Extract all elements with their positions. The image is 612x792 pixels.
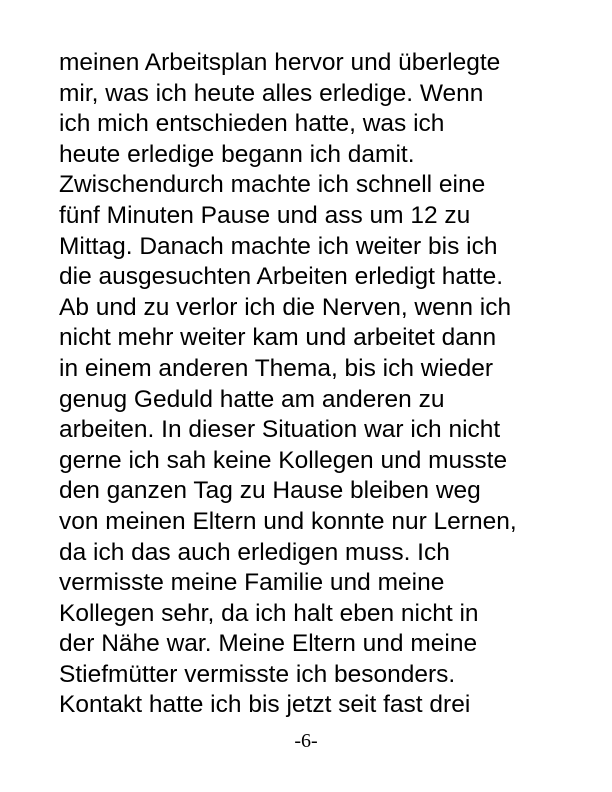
text-line-14: gerne ich sah keine Kollegen und musste bbox=[59, 446, 508, 474]
text-line-15: den ganzen Tag zu Hause bleiben weg bbox=[59, 477, 481, 505]
text-line-7: Mittag. Danach machte ich weiter bis ich bbox=[59, 232, 498, 260]
text-line-5: Zwischendurch machte ich schnell eine bbox=[59, 171, 486, 199]
text-line-18: vermisste meine Familie und meine bbox=[59, 569, 445, 597]
text-line-3: ich mich entschieden hatte, was ich bbox=[59, 110, 445, 138]
text-line-11: in einem anderen Thema, bis ich wieder bbox=[59, 354, 493, 382]
text-line-13: arbeiten. In dieser Situation war ich nicht bbox=[59, 416, 501, 444]
text-line-6: fünf Minuten Pause und ass um 12 zu bbox=[59, 201, 471, 229]
text-line-2: mir, was ich heute alles erledige. Wenn bbox=[59, 79, 484, 107]
text-line-8: die ausgesuchten Arbeiten erledigt hatte. bbox=[59, 263, 504, 291]
text-line-16: von meinen Eltern und konnte nur Lernen, bbox=[59, 507, 517, 535]
text-line-1: meinen Arbeitsplan hervor und überlegte bbox=[59, 49, 501, 76]
text-line-9: Ab und zu verlor ich die Nerven, wenn ich bbox=[59, 293, 512, 321]
text-line-20: der Nähe war. Meine Eltern und meine bbox=[59, 630, 478, 658]
page-number: -6- bbox=[294, 730, 318, 752]
text-line-22: Kontakt hatte ich bis jetzt seit fast drei bbox=[59, 691, 471, 719]
text-line-12: genug Geduld hatte am anderen zu bbox=[59, 385, 445, 413]
text-line-19: Kollegen sehr, da ich halt eben nicht in bbox=[59, 599, 479, 627]
text-line-4: heute erledige begann ich damit. bbox=[59, 140, 415, 168]
text-line-17: da ich das auch erledigen muss. Ich bbox=[59, 538, 450, 566]
text-line-21: Stiefmütter vermisste ich besonders. bbox=[59, 660, 456, 688]
text-line-10: nicht mehr weiter kam und arbeitet dann bbox=[59, 324, 497, 352]
body-text bbox=[59, 48, 559, 721]
